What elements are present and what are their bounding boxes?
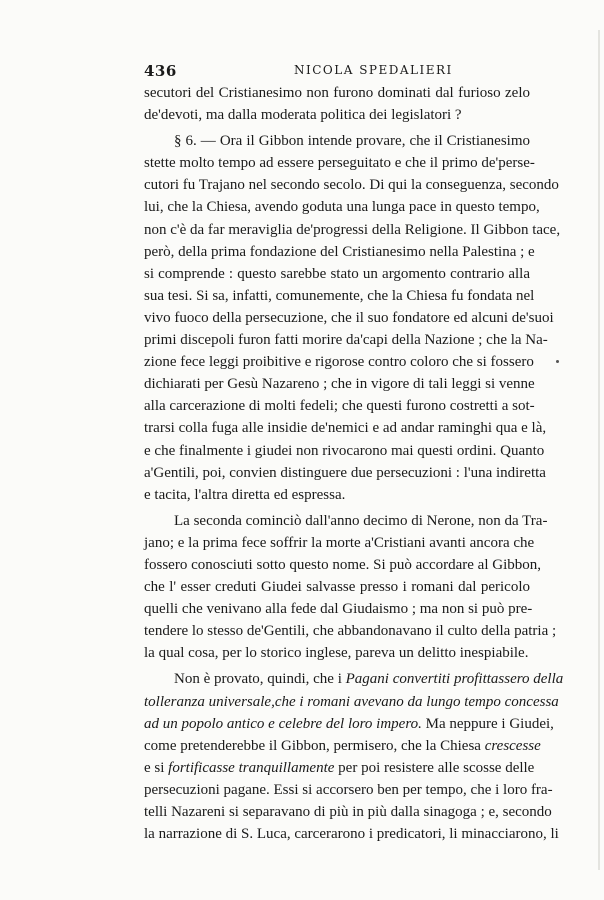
italic-text: crescesse <box>484 737 541 754</box>
text-line: § 6. — Ora il Gibbon intende provare, che il Cristianesimo <box>174 133 530 150</box>
text-segment: Non è provato, quindi, che i <box>174 671 342 688</box>
page-number: 436 <box>144 62 177 80</box>
running-head: NICOLA SPEDALIERI <box>294 63 453 77</box>
text-line: si comprende : questo sarebbe stato un argomento contrario alla <box>144 265 530 282</box>
text-line: quelli che venivano alla fede dal Giudaismo ; ma non si può pre- <box>144 601 533 618</box>
text-line: jano; e la prima fece soffrir la morte a'Cristiani avanti ancora che <box>144 534 535 551</box>
text-line: primi discepoli furon fatti morire da'capi della Nazione ; che la Na- <box>144 332 548 349</box>
text-line <box>144 757 535 779</box>
text-line <box>144 713 554 735</box>
text-line: alla carcerazione di molti fedeli; che questi furono costretti a sot- <box>144 398 535 415</box>
text-line: a'Gentili, poi, convien distinguere due persecuzioni : l'una indiretta <box>144 464 546 481</box>
text-line: fossero conosciuti sotto questo nome. Si può accordare al Gibbon, <box>144 556 542 573</box>
text-segment: Ma neppure i Giudei, <box>425 715 554 732</box>
text-line: la qual cosa, per lo storico inglese, pareva un delitto inespiabile. <box>144 645 529 662</box>
text-line: zione fece leggi proibitive e rigorose contro coloro che si fossero <box>144 354 534 371</box>
text-line: lui, che la Chiesa, avendo goduta una lunga pace in questo tempo, <box>144 199 540 216</box>
italic-text: Pagani convertiti profittassero della <box>345 671 564 688</box>
body-text <box>144 82 564 845</box>
text-line: e che finalmente i giudei non rivocarono mai questi ordini. Quanto <box>144 442 545 459</box>
text-segment: per poi resistere alle scosse delle <box>338 759 535 776</box>
text-line: la narrazione di S. Luca, carcerarono i predicatori, li minacciarono, li <box>144 826 559 843</box>
text-line: però, della prima fondazione del Cristianesimo nella Palestina ; e <box>144 243 535 260</box>
ink-speck <box>556 360 559 363</box>
text-line: non c'è da far meraviglia de'progressi della Religione. Il Gibbon tace, <box>144 221 561 238</box>
italic-text: fortificasse tranquillamente <box>168 759 335 776</box>
text-line: tolleranza universale,che i romani avevano da lungo tempo concessa <box>144 693 559 710</box>
text-line: stette molto tempo ad essere perseguitato e che il primo de'perse- <box>144 155 535 172</box>
text-line: telli Nazareni si separavano di più in più dalla sinagoga ; e, secondo <box>144 804 552 820</box>
italic-text: ad un popolo antico e celebre del loro impero. <box>144 715 422 732</box>
page-edge-shadow <box>598 30 600 870</box>
text-line: trarsi colla fuga alle insidie de'nemici e ad andar raminghi qua e là, <box>144 420 547 437</box>
text-line: cutori fu Trajano nel secondo secolo. Di qui la conseguenza, secondo <box>144 177 559 194</box>
text-line <box>144 735 541 757</box>
text-line: dichiarati per Gesù Nazareno ; che in vigore di tali leggi si venne <box>144 376 535 393</box>
text-segment: e si <box>144 759 165 776</box>
text-line: persecuzioni pagane. Essi si accorsero ben per tempo, che i loro fra- <box>144 781 553 798</box>
text-line: tendere lo stesso de'Gentili, che abbandonavano il culto della patria ; <box>144 623 557 640</box>
text-line: che l' esser creduti Giudei salvasse presso i romani dal pericolo <box>144 579 530 596</box>
text-line: vivo fuoco della persecuzione, che il suo fondatore ed alcuni de'suoi <box>144 309 554 326</box>
text-segment: come pretenderebbe il Gibbon, permisero, che la Chiesa <box>144 737 481 754</box>
text-line <box>144 668 564 690</box>
page-header <box>144 62 530 82</box>
text-line: secutori del Cristianesimo non furono dominati dal furioso zelo <box>144 85 530 101</box>
text-line: de'devoti, ma dalla moderata politica dei legislatori ? <box>144 107 462 124</box>
text-line: e tacita, l'altra diretta ed espressa. <box>144 486 346 503</box>
text-line: sua tesi. Si sa, infatti, comunemente, che la Chiesa fu fondata nel <box>144 287 535 304</box>
text-line: La seconda cominciò dall'anno decimo di Nerone, non da Tra- <box>174 512 548 529</box>
